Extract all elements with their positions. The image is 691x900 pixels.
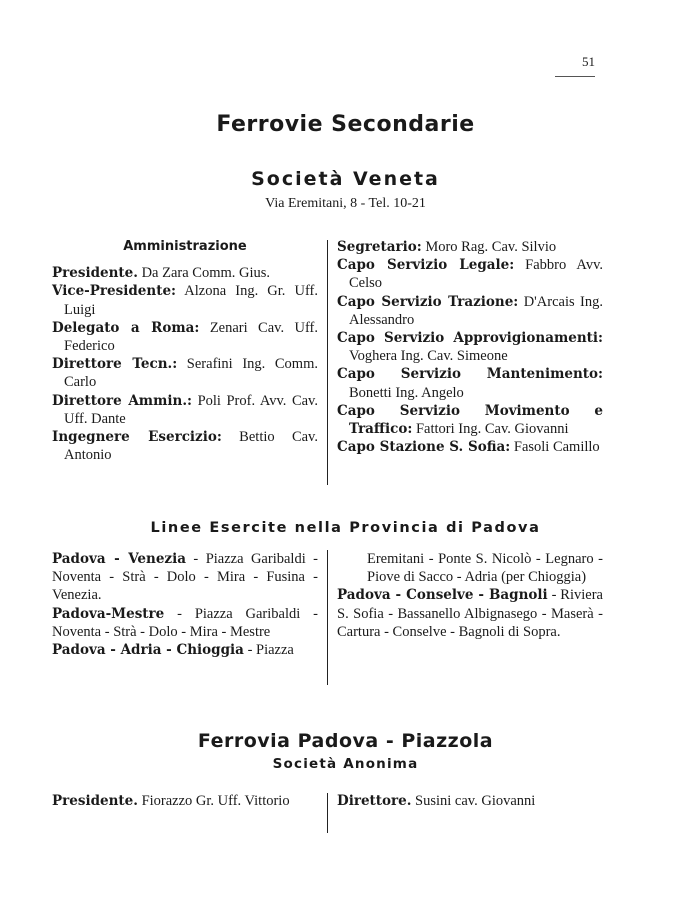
veneta-left-list <box>52 264 318 464</box>
entry-role: Padova - Venezia <box>52 551 186 567</box>
veneta-left-column <box>52 238 318 464</box>
linee-right-column <box>337 550 603 641</box>
veneta-address: Via Eremitani, 8 - Tel. 10-21 <box>265 196 426 211</box>
entry-text: Alzona Ing. Gr. Uff. Luigi <box>64 283 318 318</box>
entry-text: Poli Prof. Avv. Cav. Uff. Dante <box>64 392 318 427</box>
piazzola-subtitle: Società Anonima <box>272 756 419 772</box>
piazzola-left-column <box>52 792 318 810</box>
linee-title: Linee Esercite nella Provincia di Padova <box>150 520 541 536</box>
list-item <box>367 550 603 586</box>
entry-role: Capo Stazione S. Sofia: <box>337 439 511 456</box>
list-item <box>52 605 318 641</box>
entry-role: Padova-Mestre <box>52 605 165 622</box>
list-item <box>337 365 603 401</box>
list-item <box>337 402 603 438</box>
piazzola-right-column <box>337 792 603 810</box>
entry-text: Susini cav. Giovanni <box>411 793 536 809</box>
entry-role: Capo Servizio Approvigionamenti: <box>337 330 603 347</box>
entry-text: - Piazza Garibaldi - Noventa - Strà - Dolo - Mira - Mestre <box>52 605 318 640</box>
page-number: 51 <box>582 54 595 69</box>
entry-text: Voghera Ing. Cav. Simeone <box>349 348 508 365</box>
entry-text: Fiorazzo Gr. Uff. Vittorio <box>137 793 290 809</box>
linee-left-column <box>52 550 318 659</box>
entry-text: Serafini Ing. Comm. Carlo <box>64 356 318 391</box>
list-item <box>52 264 318 282</box>
entry-role: Padova - Conselve - Bagnoli <box>337 587 548 604</box>
entry-role: Direttore Tecn.: <box>52 356 178 373</box>
list-item <box>337 238 603 256</box>
list-item <box>337 293 603 329</box>
entry-role: Delegato a Roma: <box>52 319 200 336</box>
list-item <box>337 792 603 810</box>
entry-role: Ingegnere Esercizio: <box>52 429 222 446</box>
veneta-column-divider <box>327 240 328 485</box>
entry-role: Capo Servizio Legale: <box>337 257 515 274</box>
entry-text: Bonetti Ing. Angelo <box>349 384 464 401</box>
linee-column-divider <box>327 550 328 685</box>
entry-text: - Piazza <box>243 642 294 659</box>
list-item <box>337 256 603 292</box>
entry-role: Direttore Ammin.: <box>52 392 193 409</box>
entry-text: - Piazza Garibaldi - Noventa - Strà - Dolo - Mira - Fusina - Venezia. <box>52 551 318 604</box>
entry-role: Segretario: <box>337 239 422 255</box>
veneta-title: Società Veneta <box>251 168 440 190</box>
main-title: Ferrovie Secondarie <box>216 112 475 137</box>
entry-role: Capo Servizio Mantenimento: <box>337 366 603 383</box>
entry-role: Vice-Presidente: <box>52 283 177 300</box>
piazzola-title: Ferrovia Padova - Piazzola <box>197 730 494 752</box>
list-item <box>52 792 318 810</box>
entry-text: Da Zara Comm. Gius. <box>137 265 271 282</box>
entry-role: Padova - Adria - Chioggia <box>52 642 244 659</box>
header-rule <box>555 76 595 77</box>
list-item <box>52 282 318 318</box>
list-item <box>337 438 603 456</box>
entry-role: Presidente. <box>52 793 138 809</box>
entry-text: Bettio Cav. Antonio <box>64 429 318 464</box>
entry-text: Fabbro Avv. Celso <box>349 257 604 292</box>
list-item <box>337 586 603 641</box>
list-item <box>52 392 318 428</box>
list-item <box>52 319 318 355</box>
entry-role: Direttore. <box>337 793 412 809</box>
entry-role: Presidente. <box>52 265 138 282</box>
entry-text: Zenari Cav. Uff. Federico <box>64 319 319 355</box>
veneta-right-column <box>337 238 603 456</box>
piazzola-column-divider <box>327 793 328 833</box>
entry-text: - Riviera S. Sofia - Bassanello Albignasego - Maserà - Cartura - Conselve - Bagnoli di Sopra. <box>337 587 603 640</box>
list-item <box>337 329 603 365</box>
entry-role: Capo Servizio Movimento e Traffico: <box>337 402 603 438</box>
entry-text: Eremitani - Ponte S. Nicolò - Legnaro - Piove di Sacco - Adria (per Chioggia) <box>367 551 603 586</box>
list-item <box>52 550 318 605</box>
entry-text: D'Arcais Ing. Alessandro <box>349 293 603 328</box>
list-item <box>52 428 318 464</box>
list-item <box>52 641 318 659</box>
veneta-left-heading: Amministrazione <box>123 239 247 254</box>
entry-text: Fattori Ing. Cav. Giovanni <box>412 421 569 438</box>
entry-role: Capo Servizio Trazione: <box>337 293 519 310</box>
entry-text: Fasoli Camillo <box>510 439 600 456</box>
entry-text: Moro Rag. Cav. Silvio <box>421 239 557 255</box>
list-item <box>52 355 318 391</box>
